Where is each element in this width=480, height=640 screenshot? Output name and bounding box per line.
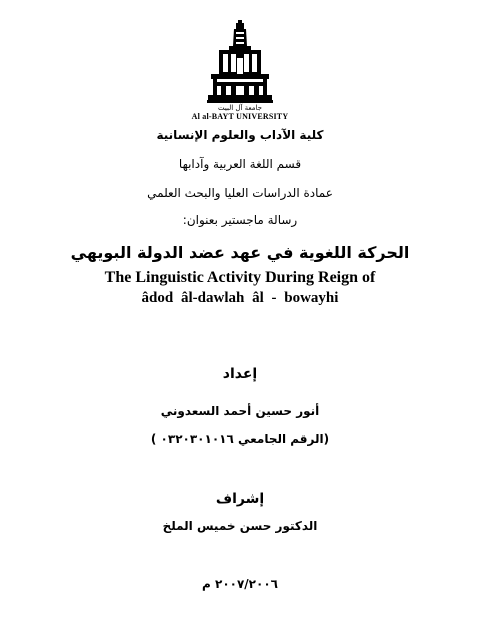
registration-number: (الرقم الجامعي ٠٣٢٠٣٠١٠١٦ ) [150, 432, 330, 446]
arabic-thesis-title: الحركة اللغوية في عهد عضد الدولة البويهي [70, 243, 410, 262]
college-name: كلية الآداب والعلوم الإنسانية [156, 128, 324, 142]
academic-year: ٢٠٠٧/٢٠٠٦ م [202, 577, 278, 591]
prepared-by-label: إعداد [222, 366, 258, 382]
supervisor-name: الدكتور حسن خميس الملخ [162, 519, 318, 533]
english-thesis-title: The Linguistic Activity During Reign of [104, 269, 376, 286]
author-name: أنور حسين أحمد السعدوني [160, 404, 320, 418]
department-name: قسم اللغة العربية وآدابها [178, 157, 302, 171]
university-logo-icon [207, 20, 273, 104]
supervision-label: إشراف [215, 491, 265, 507]
university-arabic-name: جامعة آل البيت [218, 104, 262, 112]
thesis-label: رسالة ماجستير بعنوان: [182, 213, 298, 227]
university-english-name: Al al-BAYT UNIVERSITY [191, 112, 289, 121]
deanship-name: عمادة الدراسات العليا والبحث العلمي [147, 186, 333, 200]
english-thesis-subtitle: âdod âl-dawlah âl - bowayhi [141, 290, 339, 306]
